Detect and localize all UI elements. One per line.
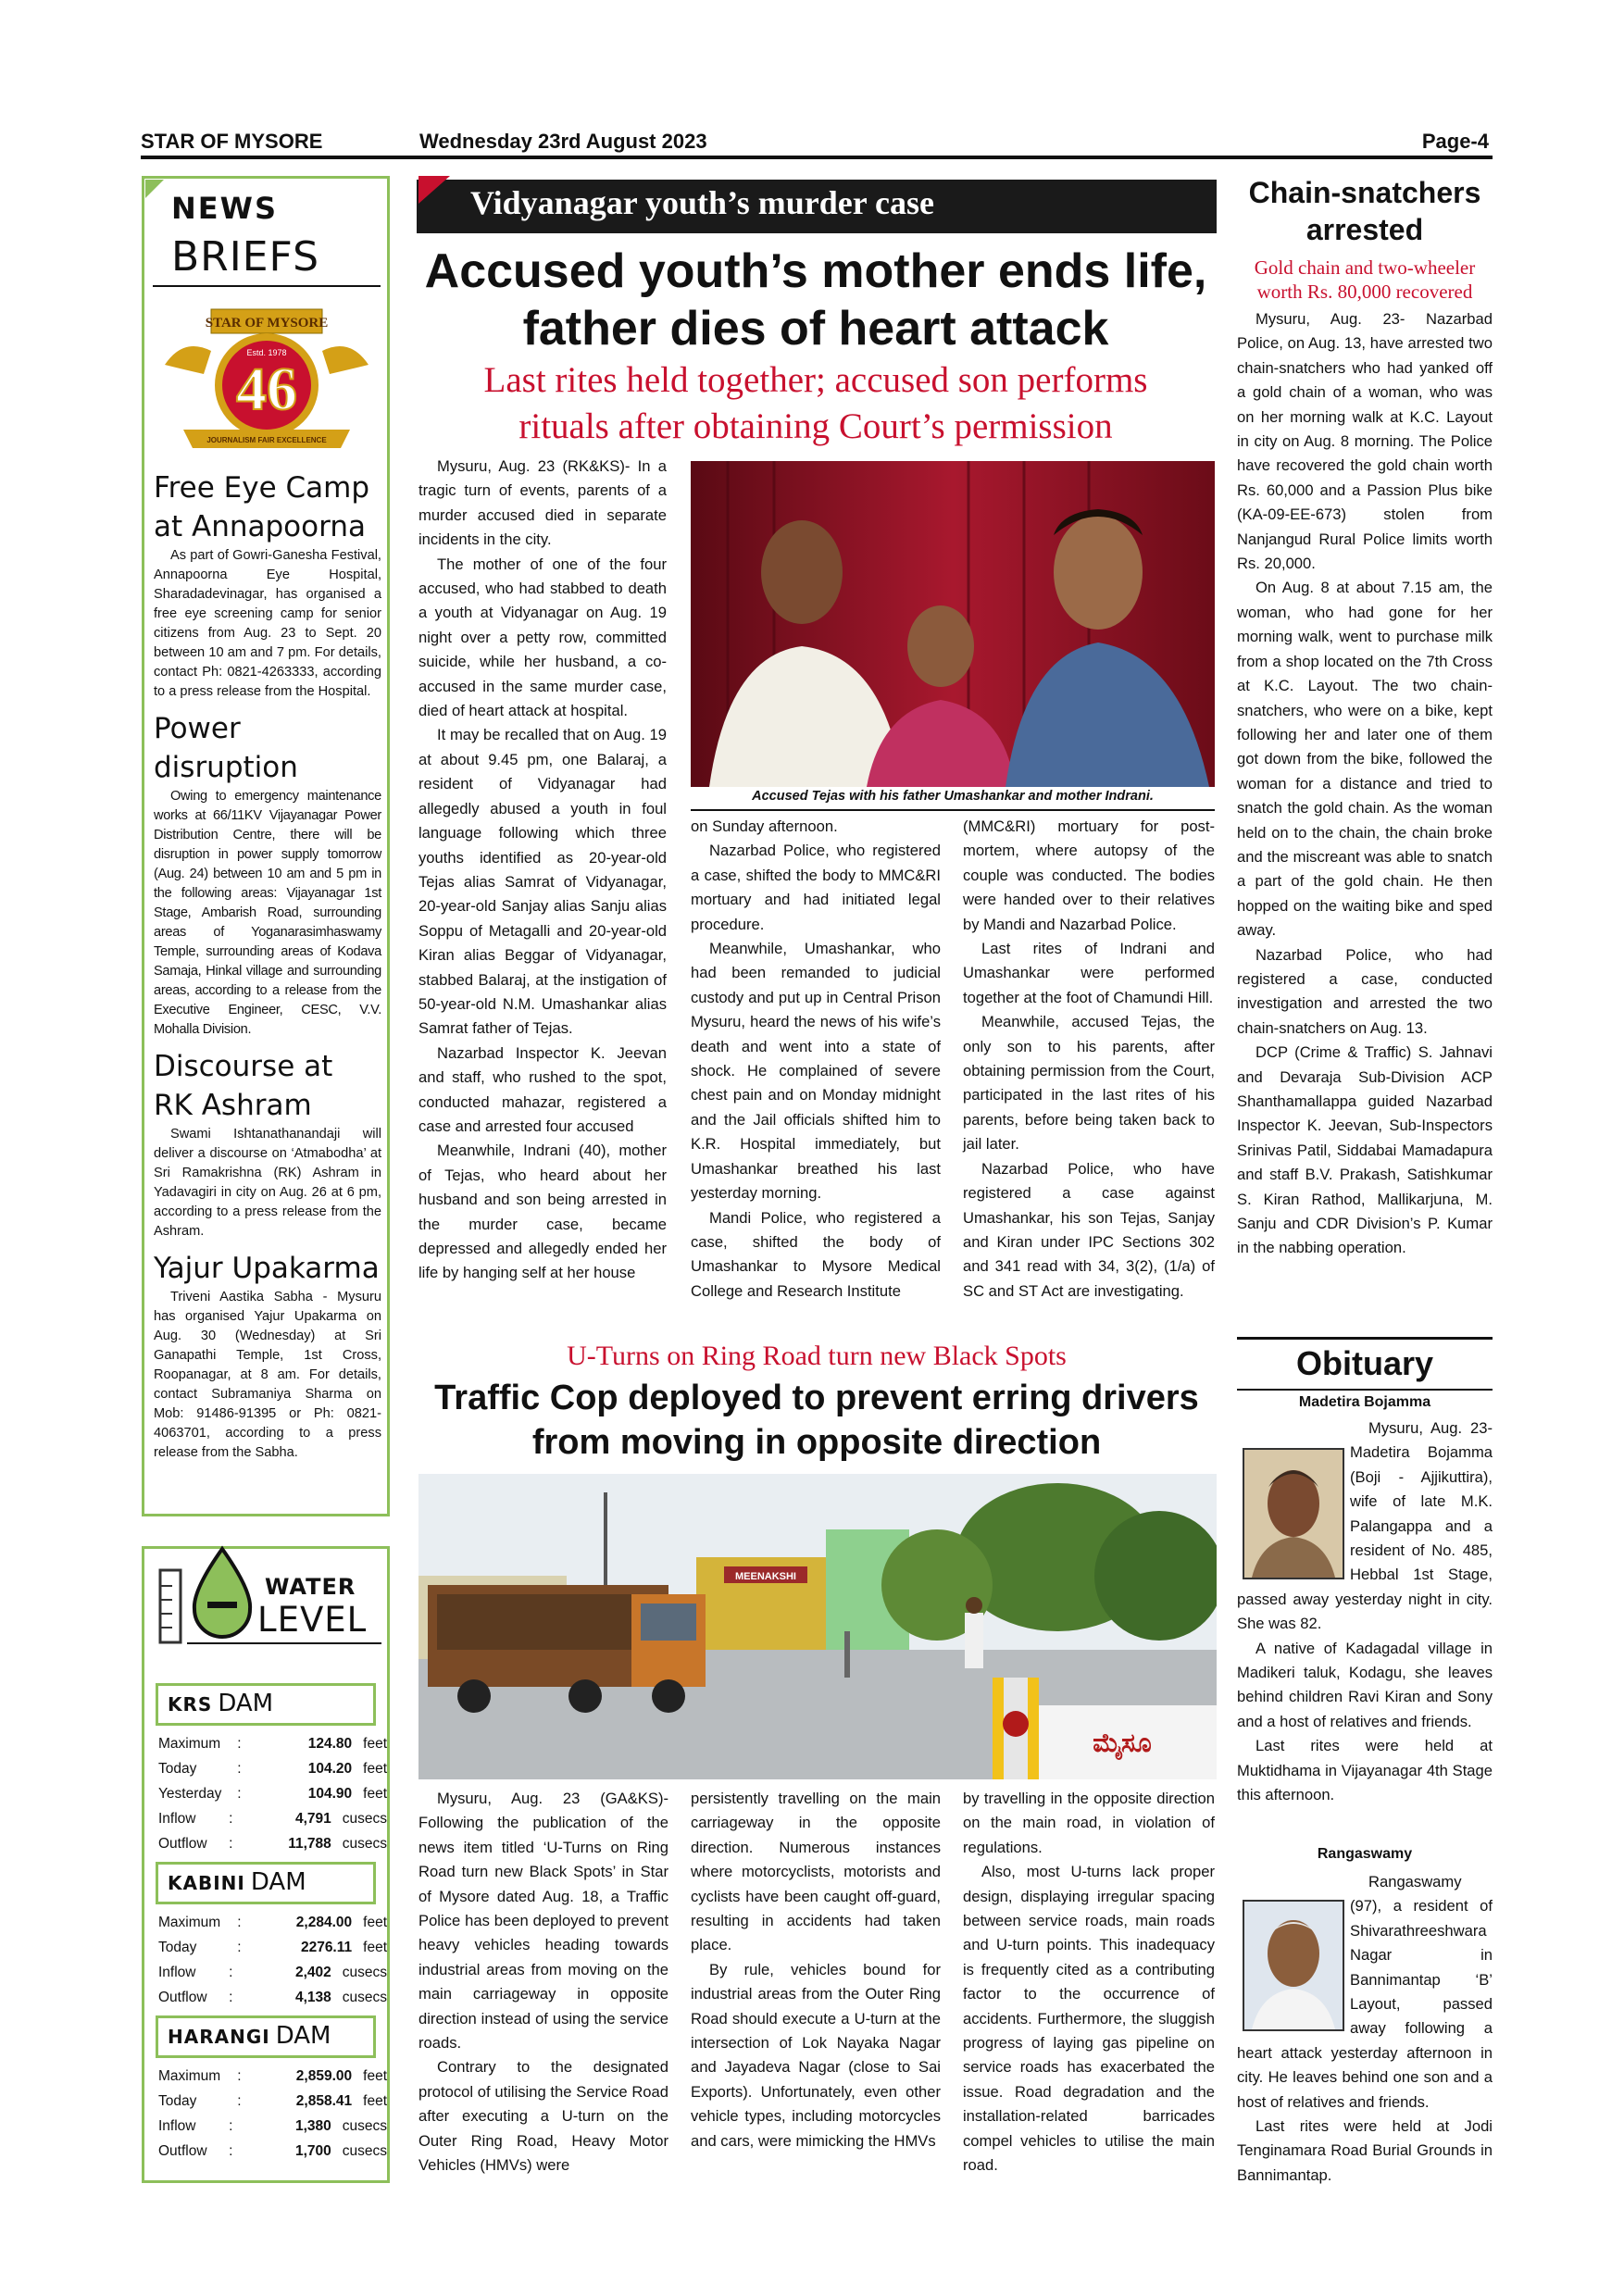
brief-heading: RK Ashram <box>154 1089 312 1122</box>
dam-row: Outflow : 11,788 cusecs <box>158 1836 387 1852</box>
lead-subhead: Last rites held together; accused son performs rituals after obtaining Court’s permission <box>483 360 1148 446</box>
brief-eye-camp <box>154 468 381 702</box>
obituary-rule-bottom <box>1237 1389 1493 1391</box>
traffic-col-3: by travelling in the opposite direction on the main road, in violation of regulations. Also, most U-turns lack proper design, displaying irregular spacing between service roads, main roads and U-turn points. This inadequacy is frequently cited as a contributing factor to the occurrence of accidents. Furthermore, the sluggish progress of laying gas pipeline on service roads has exacerbated the issue. Road degradation and the installation-related barricades compel vehicles to utilise the main road. <box>963 1790 1215 2175</box>
briefs-corner-triangle <box>145 180 164 198</box>
caption-rule <box>691 809 1215 811</box>
obituary-rule-top <box>1237 1337 1493 1340</box>
header-rule <box>141 156 1493 159</box>
brief-heading: Free Eye Camp <box>154 471 370 505</box>
water-title-2: LEVEL <box>257 1600 368 1640</box>
dam-kabini <box>144 1862 387 2010</box>
lead-col-2: on Sunday afternoon. Nazarbad Police, who registered a case, shifted the body to MMC&RI mortuary and had initiated legal procedure. Meanwhile, Umashankar, who had been remanded to judicial custody and put up in Central Prison Mysuru, heard the news of his wife’s death and went into a state of shock. He complained of severe chest pain and on Monday midnight and the Jail officials shifted him to K.R. Hospital immediately, but Umashankar breathed his last yesterday morning. Mandi Police, who registered a case, shifted the body of Umashankar to Mysore Medical College and Research Institute <box>691 817 941 1300</box>
brief-text: Owing to emergency maintenance works at 66/11KV Vijayanagar Power Distribution Centre, there will be disruption in power supply tomorrow (Aug. 24) between 10 am and 5 pm in the following areas: Vijayanagar 1st Stage, Ambarish Road, surrounding areas of Yoganarasimhaswamy Temple, surrounding areas of Kodava Samaja, Hinkal village and surrounding areas, according to a release from the Executive Engineer, CESC, V.V. Mohalla Division. <box>154 789 381 1037</box>
obituary-title: Obituary <box>1295 1344 1434 1382</box>
brief-discourse <box>154 1047 381 1242</box>
dam-header: KRS DAM <box>156 1683 376 1726</box>
briefs-content <box>154 468 381 1470</box>
dam-row: Today : 2,858.41 feet <box>158 2093 387 2109</box>
dam-row: Inflow : 1,380 cusecs <box>158 2118 387 2134</box>
brief-heading: at Annapoorna <box>154 510 366 543</box>
dam-row: Yesterday : 104.90 feet <box>158 1786 387 1802</box>
dam-row: Inflow : 2,402 cusecs <box>158 1965 387 1980</box>
brief-heading: Discourse at <box>154 1050 333 1083</box>
briefs-title-underline <box>153 285 381 287</box>
traffic-col-1: Mysuru, Aug. 23 (GA&KS)- Following the publication of the news item titled ‘U-Turns on Ring Road turn new Black Spots’ in Star of Mysore dated Aug. 18, a Traffic Police has been deployed to prevent heavy vehicles heading towards industrial areas from moving on the main carriageway in opposite direction instead of using the service roads. Contrary to the designated protocol of utilising the Service Road after executing a U-turn on the Outer Ring Road, Heavy Motor Vehicles (HMVs) were <box>418 1790 668 2175</box>
brief-heading: Yajur Upakarma <box>154 1252 380 1285</box>
dam-harangi <box>144 2015 387 2164</box>
brief-text: As part of Gowri-Ganesha Festival, Annapoorna Eye Hospital, Sharadadevinagar, has organised a free eye screening camp for senior citizens from Aug. 23 to Sept. 20 between 10 am and 7 pm. For details, contact Ph: 0821-4263333, according to a press release from the Hospital. <box>154 548 381 699</box>
lead-kicker-triangle <box>418 176 450 204</box>
brief-text: Swami Ishtanathanandaji will deliver a discourse on ‘Atmabodha’ at Sri Ramakrishna (RK) Ashram in Yadavagiri in city on Aug. 26 at 6 pm, according to a press release from the Ashram. <box>154 1127 381 1239</box>
dam-row: Inflow : 4,791 cusecs <box>158 1811 387 1827</box>
logo-estd-text: Estd. 1978 <box>246 348 287 357</box>
chain-headline: Chain-snatchers arrested <box>1248 176 1481 246</box>
dam-header: KABINI DAM <box>156 1862 376 1904</box>
star-of-mysore-46-logo <box>156 300 378 455</box>
water-drop-icon <box>156 1544 267 1646</box>
lead-col-3: (MMC&RI) mortuary for post-mortem, where autopsy of the couple was conducted. The bodies were handed over to their relatives by Mandi and Nazarbad Police. Last rites of Indrani and Umashankar were performed together at the foot of Chamundi Hill. Meanwhile, accused Tejas, the only son to his parents, after obtaining permission from the Court, participated in the last rites of his parents, before being taken back to jail later. Nazarbad Police, who have registered a case against Umashankar, his son Tejas, Sanjay and Kiran under IPC Sections 302 and 341 read with 34, 3(2), (1/a) of SC and ST Act are investigating. <box>963 817 1215 1300</box>
family-photo-caption: Accused Tejas with his father Umashankar and mother Indrani. <box>752 789 1154 804</box>
header-date: Wednesday 23rd August 2023 <box>419 130 707 153</box>
dam-list <box>144 1678 387 2164</box>
chain-subhead: Gold chain and two-wheeler worth Rs. 80,000 recovered <box>1254 256 1476 303</box>
dam-row: Maximum : 2,284.00 feet <box>158 1915 387 1930</box>
logo-motto-text: JOURNALISM FAIR EXCELLENCE <box>206 436 327 444</box>
traffic-col-2: persistently travelling on the main carriageway in the opposite direction. Numerous instances where motorcyclists, motorists and cyclists have been caught off-guard, resulting in accidents had taken place. By rule, vehicles bound for industrial areas from the Outer Ring Road should execute a U-turn at the intersection of Lok Nayaka Nagar and Jayadeva Nagar (close to Sai Exports). Unfortunately, even other vehicle types, including motorcycles and cars, were mimicking the HMVs <box>691 1790 941 2150</box>
barrier-text: ಮೈಸೂ <box>1093 1728 1152 1758</box>
brief-text: Triveni Aastika Sabha - Mysuru has organised Yajur Upakarma on Aug. 30 (Wednesday) at Sri Ganapathi Temple, 1st Cross, Roopanagar, at 8 am. For details, contact Subramaniya Sharma on Mob: 91486-91395 or Ph: 0821-4063701, according to a press release from the Sabha. <box>154 1290 381 1460</box>
traffic-sign-text: MEENAKSHI <box>734 1571 797 1582</box>
dam-row: Today : 104.20 feet <box>158 1761 387 1777</box>
briefs-title-briefs: BRIEFS <box>171 233 319 281</box>
lead-kicker: Vidyanagar youth’s murder case <box>470 184 935 221</box>
dam-header: HARANGI DAM <box>156 2015 376 2058</box>
family-photo <box>691 461 1215 787</box>
water-title-underline <box>187 1642 381 1644</box>
lead-col-1: Mysuru, Aug. 23 (RK&KS)- In a tragic turn of events, parents of a murder accused died in separate incidents in the city. The mother of one of the four accused, who had stabbed to death a youth at Vidyanagar on Aug. 19 night over a petty row, committed suicide, while her husband, a co-accused in the same murder case, died of heart attack at hospital. It may be recalled that on Aug. 19 at about 9.45 pm, one Balaraj, a resident of Vidyanagar had allegedly abused a youth in foul language following which three youths identified as 20-year-old Tejas alias Samrat of Vidyanagar, 20-year-old Sanjay alias Sanju alias Soppu of Metagalli and 20-year-old Kiran alias Beggar of Vidyanagar, stabbed Balaraj, at the instigation of 50-year-old N.M. Umashankar alias Samrat father of Tejas. Nazarbad Inspector K. Jeevan and staff, who rushed to the spot, conducted mahazar, registered a case and arrested four accused Meanwhile, Indrani (40), mother of Tejas, who heard about her husband and son being arrested in the murder case, became depressed and allegedly ended her life by hanging self at her house <box>418 457 667 1282</box>
obit-2-body: Rangaswamy (97), a resident of Shivarathreeshwara Nagar in Bannimantap ‘B’ Layout, passed away following a heart attack yesterday afternoon in city. He leaves behind one son and a host of relatives and friends. Last rites were held at Jodi Tenginamara Road Burial Grounds in Bannimantap. <box>1237 1873 1493 2184</box>
dam-row: Maximum : 2,859.00 feet <box>158 2068 387 2084</box>
brief-yajur-upakarma <box>154 1249 381 1463</box>
dam-row: Today : 2276.11 feet <box>158 1940 387 1955</box>
dam-row: Maximum : 124.80 feet <box>158 1736 387 1752</box>
traffic-kicker: U-Turns on Ring Road turn new Black Spots <box>567 1341 1067 1371</box>
lead-headline: Accused youth’s mother ends life, father dies of heart attack <box>424 244 1207 356</box>
chain-body: Mysuru, Aug. 23- Nazarbad Police, on Aug. 13, have arrested two chain-snatchers who had yanked off a gold chain of a woman, who was on her morning walk at K.C. Layout in city on Aug. 8 morning. The Police have recovered the gold chain worth Rs. 60,000 and a Passion Plus bike (KA-09-EE-673) stolen from Nanjangud Rural Police limits worth Rs. 20,000. On Aug. 8 at about 7.15 am, the woman, who had gone for her morning walk, went to purchase milk from a shop located on the 7th Cross at K.C. Layout. The two chain-snatchers, who were on a bike, kept following her and later one of them got down from the bike, followed the woman for a distance and tried to snatch the gold chain. As the woman held on to the chain, the chain broke and the miscreant was able to snatch a part of the gold chain. He then hopped on the waiting bike and sped away. Nazarbad Police, who had registered a case, conducted investigation and arrested the two chain-snatchers on Aug. 13. DCP (Crime & Traffic) S. Jahnavi and Devaraja Sub-Division ACP Shanthamallappa guided Nazarbad Inspector K. Jeevan, Sub-Inspectors Srinivas Patil, Siddabai Mamadapura and staff B.V. Prakash, Satishkumar S. Kiran Rathod, Mallikarjuna, M. Sanju and CDR Division’s P. Kumar in the nabbing operation. <box>1237 310 1493 1257</box>
traffic-headline: Traffic Cop deployed to prevent erring drivers from moving in opposite direction <box>434 1379 1199 1462</box>
brief-heading: Power disruption <box>154 712 298 784</box>
dam-row: Outflow : 4,138 cusecs <box>158 1990 387 2005</box>
obit-1-body: Mysuru, Aug. 23- Madetira Bojamma (Boji - Ajjikuttira), wife of late M.K. Palangappa and a resident of No. 485, Hebbal 1st Stage, passed away yesterday night in city. She was 82. A native of Kadagadal village in Madikeri taluk, Kodagu, she leaves behind children Ravi Kiran and Sony and a host of relatives and friends. Last rites were held at Muktidhama in Vijayanagar 4th Stage this afternoon. <box>1237 1419 1493 1804</box>
water-title-1: WATER <box>265 1574 356 1600</box>
brief-power-disruption <box>154 709 381 1040</box>
dam-krs <box>144 1683 387 1856</box>
obit-1-name: Madetira Bojamma <box>1298 1394 1431 1410</box>
traffic-photo <box>418 1474 1217 1779</box>
logo-top-text: STAR OF MYSORE <box>205 316 329 331</box>
logo-number: 46 <box>236 356 297 423</box>
header-page-number: Page-4 <box>1421 130 1489 153</box>
briefs-title-news: NEWS <box>171 191 278 226</box>
dam-row: Outflow : 1,700 cusecs <box>158 2143 387 2159</box>
obit-2-name: Rangaswamy <box>1317 1846 1413 1862</box>
header-paper-name: STAR OF MYSORE <box>141 130 323 153</box>
